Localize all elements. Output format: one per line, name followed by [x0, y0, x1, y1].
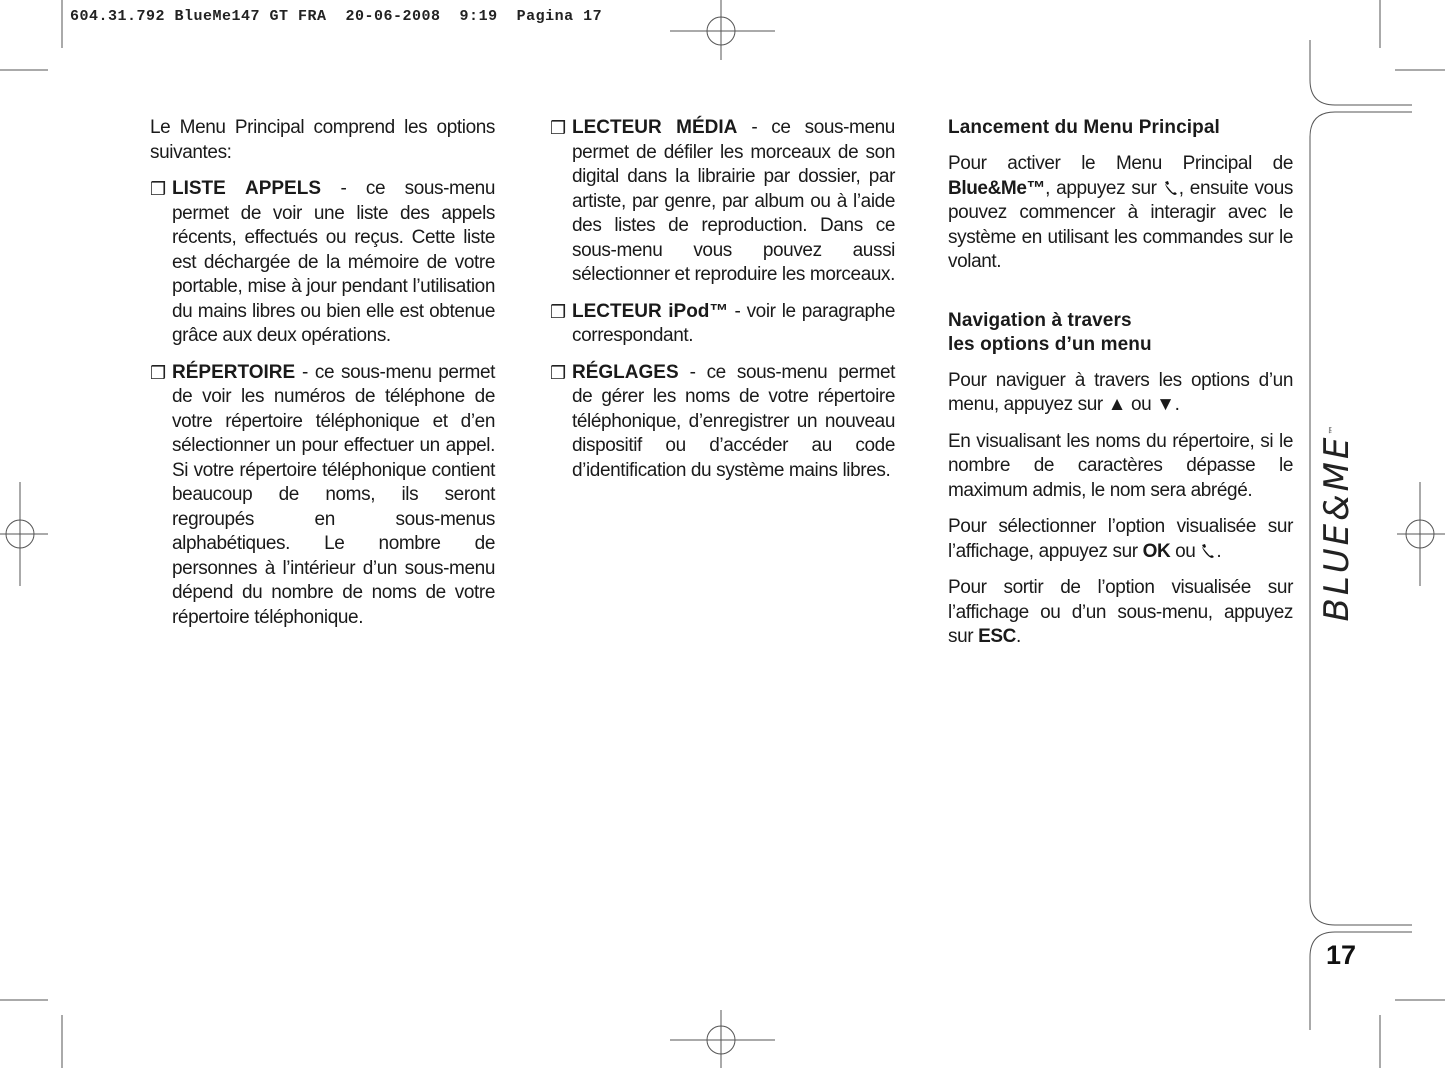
text-run: .: [1174, 394, 1180, 415]
heading-navigation: [948, 309, 1293, 357]
list-item-reglages: [550, 361, 895, 484]
text-run: ou: [1126, 394, 1157, 415]
checkbox-bullet-icon: ❒: [550, 362, 566, 383]
item-text: - ce sous-menu permet de voir les numéros de téléphone de votre répertoire téléphonique et d’en sélectionner un pour effectuer un appel. Si votre répertoire téléphonique contient beaucoup de noms, ils seront regroupés en sous-menus alphabétiques. Le nombre de personnes à l’intérieur d’un sous-menu dépend du nombre de noms de votre répertoire téléphonique.: [172, 361, 495, 628]
list-item-lecteur-ipod: [550, 300, 895, 349]
text-run: .: [1015, 626, 1021, 647]
trademark-mark: ™: [1328, 422, 1339, 435]
arrow-up-icon: ▲: [1107, 394, 1127, 415]
brand-name: Blue&Me™: [948, 177, 1046, 199]
item-title: LECTEUR iPod™: [572, 300, 729, 322]
heading-lancement: Lancement du Menu Principal: [948, 117, 1220, 138]
text-run: , appuyez sur: [1045, 177, 1163, 199]
item-title: LISTE APPELS: [172, 178, 322, 199]
column-left: [150, 116, 495, 642]
item-title: RÉPERTOIRE: [172, 361, 296, 383]
list-item-lecteur-media: [550, 116, 895, 288]
text-run: Pour naviguer à travers les options d’un menu, appuyez sur: [948, 369, 1293, 415]
item-text: - voir le paragraphe correspondant.: [572, 300, 895, 346]
column-middle: [550, 116, 895, 495]
arrow-down-icon: ▼: [1156, 394, 1175, 415]
heading-line: les options d’un menu: [948, 333, 1152, 355]
brand-logo: [1314, 412, 1360, 632]
text-run: Pour activer le Menu Principal de: [948, 153, 1293, 174]
paragraph-exit: [948, 576, 1293, 650]
list-item-liste-appels: [150, 177, 495, 349]
print-header: 604.31.792 BlueMe147 GT FRA 20-06-2008 9:19 Pagina 17: [70, 8, 603, 25]
text-run: Pour sélectionner l’option visualisée sur l’affichage, appuyez sur: [948, 516, 1293, 562]
list-item-repertoire: [150, 361, 495, 631]
phone-icon: [1163, 180, 1179, 196]
brand-wordmark: BLUE&ME: [1317, 434, 1357, 622]
checkbox-bullet-icon: ❒: [150, 179, 166, 199]
item-text: - ce sous-menu permet de gérer les noms de votre répertoire téléphonique, d’enregistrer un nouveau dispositif ou d’accéder au code d’identification du système mains libres.: [572, 361, 895, 481]
text-run: .: [1216, 540, 1222, 562]
checkbox-bullet-icon: ❒: [550, 118, 566, 138]
column-right: [948, 116, 1293, 662]
ok-key-label: OK: [1142, 540, 1171, 562]
text-run: , ensuite vous pouvez commencer à interagir avec le système en utilisant les commandes sur le volant.: [948, 177, 1293, 272]
checkbox-bullet-icon: ❒: [550, 301, 566, 322]
heading-line: Navigation à travers: [948, 309, 1132, 331]
paragraph-abbreviation: En visualisant les noms du répertoire, si le nombre de caractères dépasse le maximum admis, le nom sera abrégé.: [948, 430, 1293, 501]
paragraph-activation: [948, 152, 1293, 275]
paragraph-navigation: [948, 369, 1293, 418]
item-title: LECTEUR MÉDIA: [572, 117, 738, 138]
item-title: RÉGLAGES: [572, 361, 679, 383]
page-number: 17: [1326, 940, 1357, 970]
checkbox-bullet-icon: ❒: [150, 362, 166, 383]
item-text: - ce sous-menu permet de voir une liste des appels récents, effectués ou reçus. Cette liste est déchargée de la mémoire de votre portable, mise à jour pendant l’utilisation du mains libres ou bien elle est obtenue grâce aux deux opérations.: [172, 178, 495, 346]
intro-paragraph: Le Menu Principal comprend les options suivantes:: [150, 117, 495, 163]
esc-key-label: ESC: [978, 626, 1016, 647]
paragraph-selection: [948, 515, 1293, 564]
text-run: Pour sortir de l’option visualisée sur l’affichage ou d’un sous-menu, appuyez sur: [948, 577, 1293, 647]
phone-icon: [1200, 543, 1216, 559]
text-run: ou: [1170, 540, 1201, 562]
item-text: - ce sous-menu permet de défiler les morceaux de son digital dans la librairie par dossier, par artiste, par genre, par album ou à l’aide des listes de reproduction. Dans ce sous-menu vous pouvez aussi sélectionner et reproduire les morceaux.: [572, 117, 896, 285]
brand-logo-text: [1317, 423, 1357, 622]
